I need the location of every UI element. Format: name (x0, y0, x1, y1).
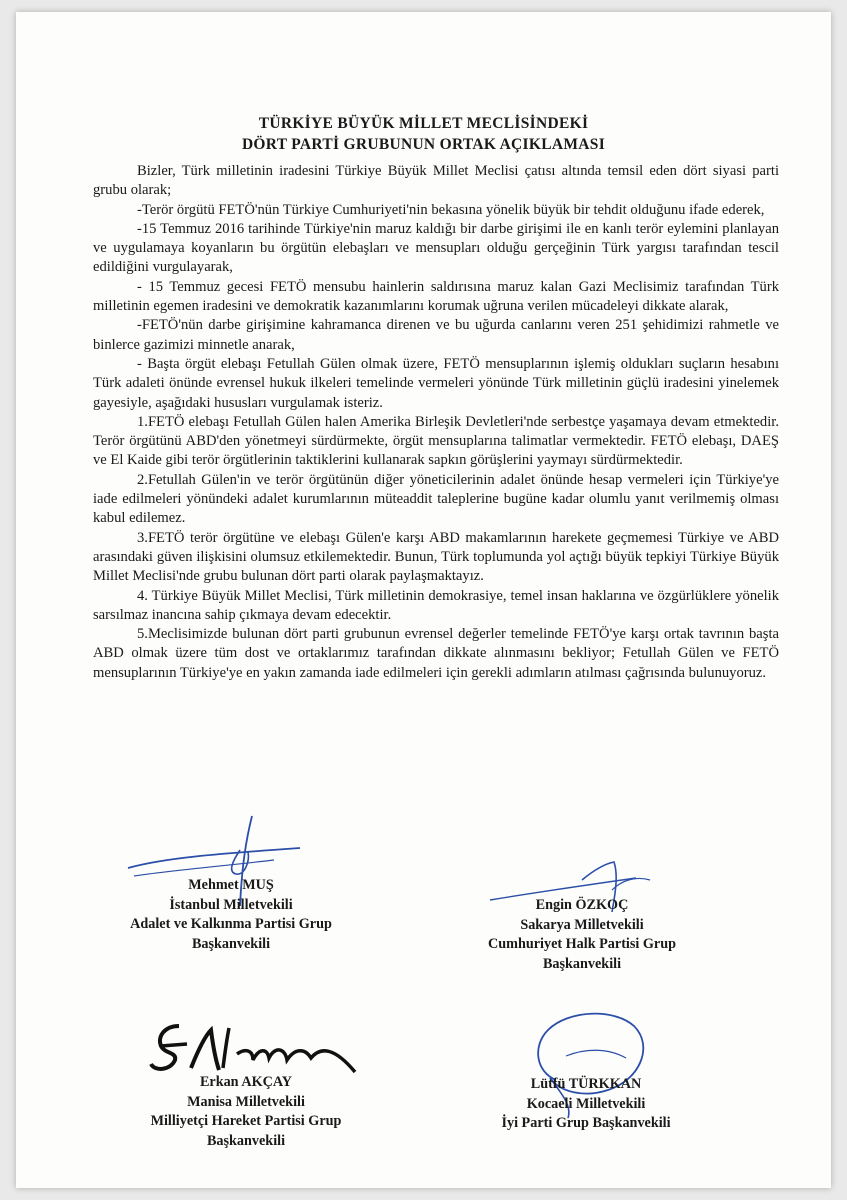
paragraph: -FETÖ'nün darbe girişimine kahramanca direnen ve bu uğurda canlarını veren 251 şehidimizi rahmetle ve binlerce gazimizi minnetle anarak, (93, 317, 779, 353)
signatory-party: İyi Parti Grup Başkanvekili (501, 1115, 671, 1131)
signatory-party: Cumhuriyet Halk Partisi Grup (488, 936, 676, 952)
document-page (16, 12, 831, 1188)
signatory-constituency: Manisa Milletvekili (187, 1093, 305, 1110)
signatory-block (121, 1073, 371, 1151)
title-line-1: TÜRKİYE BÜYÜK MİLLET MECLİSİNDEKİ (258, 115, 589, 132)
signatory-role: Başkanvekili (191, 935, 271, 952)
signatory-block (111, 876, 351, 954)
signatory-role: Başkanvekili (206, 1132, 286, 1149)
document-body (93, 162, 779, 683)
paragraph: 3.FETÖ terör örgütüne ve elebaşı Gülen'e karşı ABD makamlarının harekete geçmemesi Türkiye ve ABD arasındaki güven ilişkisini olumsuz etkilemektedir. Bunun, Türk toplumunda yol açtığı büyük tepkiyi Türkiye Büyük Millet Meclisi'nde grubu bulunan dört parti olarak paylaşmaktayız. (93, 529, 779, 585)
paragraph: - Başta örgüt elebaşı Fetullah Gülen olmak üzere, FETÖ mensuplarının işlemiş oldukları suçların hesabını Türk adaleti önünde evrensel hukuk ilkeleri temelinde vermeleri yönünde Türk milletinin güçlü iradesini yinelemek gayesiyle, aşağıdaki hususları vurgulamak isteriz. (93, 355, 779, 411)
paragraph: 5.Meclisimizde bulunan dört parti grubunun evrensel değerler temelinde FETÖ'ye karşı ortak tavrının başta ABD olmak üzere tüm dost ve ortaklarımız tarafından dikkate alınmasını bekliyor; Fetullah Gülen ve FETÖ mensuplarının Türkiye'ye en yakın zamanda iade edilmeleri için gerekli adımların atılması çağrısında bulunuyoruz. (93, 626, 779, 681)
paragraph: -Terör örgütü FETÖ'nün Türkiye Cumhuriyeti'nin bekasına yönelik büyük bir tehdit olduğunu ifade ederek, (137, 201, 765, 218)
signatory-block (471, 1075, 701, 1134)
signatory-name: Lütfü TÜRKKAN (530, 1076, 642, 1092)
paragraph: 1.FETÖ elebaşı Fetullah Gülen halen Amerika Birleşik Devletleri'nde serbestçe yaşamaya devam etmektedir. Terör örgütünü ABD'den yönetmeyi sürdürmekte, örgüt mensuplarına talimatlar vermektedir. FETÖ elebaşı, DAEŞ ve El Kaide gibi terör örgütlerinin taktiklerini kullanarak sapkın görüşlerini yaymayı sürdürmektedir. (93, 413, 779, 469)
signatory-party: Adalet ve Kalkınma Partisi Grup (130, 916, 332, 932)
paragraph: 2.Fetullah Gülen'in ve terör örgütünün diğer yöneticilerinin adalet önünde hesap vermeleri için Türkiye'ye iade edilmeleri yönündeki adalet kurumlarının müteaddit taleplerine bugüne kadar olumlu yanıt verilmemiş olması kabul edilemez. (93, 471, 779, 527)
signatory-constituency: Sakarya Milletvekili (520, 916, 644, 933)
signatory-constituency: İstanbul Milletvekili (169, 896, 293, 913)
title-line-2: DÖRT PARTİ GRUBUNUN ORTAK AÇIKLAMASI (241, 136, 606, 153)
signatory-name: Erkan AKÇAY (199, 1074, 293, 1090)
document-title (16, 113, 831, 155)
paragraph: - 15 Temmuz gecesi FETÖ mensubu hainlerin saldırısına maruz kalan Gazi Meclisimiz tarafından Türk milletinin egemen iradesini ve demokratik kazanımlarını korumak uğruna verilen mücadeleyi dikkate alarak, (93, 278, 779, 315)
signatory-name: Engin ÖZKOÇ (535, 897, 629, 913)
signatory-role: Başkanvekili (542, 955, 622, 972)
paragraph: -15 Temmuz 2016 tarihinde Türkiye'nin maruz kaldığı bir darbe girişimi ile en kanlı terör eylemini planlayan ve uygulamaya koyanların bu örgütün elebaşları ve mensupları olduğu gerçeğinin Türk yargısı tarafından tescil edildiğini vurgulayarak, (93, 220, 779, 276)
signatory-name: Mehmet MUŞ (188, 877, 274, 893)
signatory-party: Milliyetçi Hareket Partisi Grup (150, 1113, 342, 1129)
signatory-constituency: Kocaeli Milletvekili (526, 1095, 646, 1112)
paragraph: 4. Türkiye Büyük Millet Meclisi, Türk milletinin demokrasiye, temel insan haklarına ve özgürlüklere yönelik sarsılmaz inancına sahip çıkmaya devam edecektir. (93, 587, 779, 623)
paragraph: Bizler, Türk milletinin iradesini Türkiye Büyük Millet Meclisi çatısı altında temsil eden dört siyasi parti grubu olarak; (93, 163, 779, 199)
signatory-block (452, 896, 712, 974)
